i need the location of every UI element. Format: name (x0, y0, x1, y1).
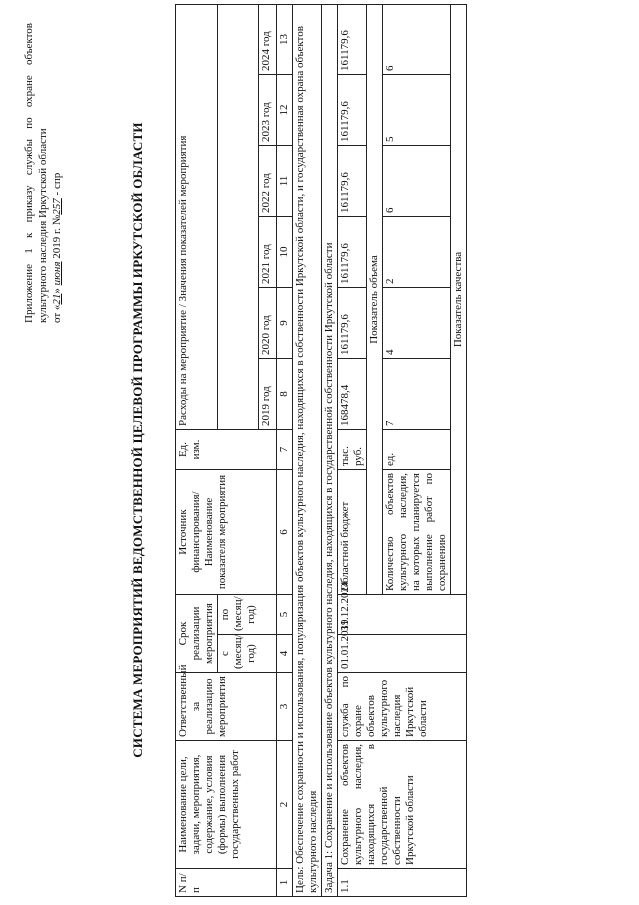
header-expenses: Расходы на мероприятие / Значения показателей мероприятия (176, 4, 218, 429)
header-num: N п/п (176, 869, 277, 897)
header-term-from: с (месяц/год) (218, 635, 277, 673)
volume-label: Показатель объема (367, 4, 383, 594)
year-2024: 2024 год (259, 4, 277, 74)
row-from: 01.01.2019 (338, 635, 467, 673)
volume-name: Количество объектов культурного наследия, на которых планируется выполнение работ по сохранению (383, 470, 451, 595)
task-text: Задача 1: Сохранение и использование объектов культурного наследия, находящихся в государственной собственности Иркутской области (322, 4, 338, 896)
year-2021: 2021 год (259, 217, 277, 288)
volume-value-2020: 4 (383, 288, 451, 359)
year-2023: 2023 год (259, 75, 277, 146)
volume-value-2022: 6 (383, 146, 451, 217)
quality-label: Показатель качества (451, 4, 467, 594)
finance-value-2019: 168478,4 (338, 359, 367, 430)
volume-value-2019: 7 (383, 359, 451, 430)
finance-row (338, 4, 367, 896)
header-row-1 (176, 4, 218, 896)
year-2022: 2022 год (259, 146, 277, 217)
volume-value-2023: 5 (383, 75, 451, 146)
header-resp: Ответственный за реализацию мероприятия (176, 673, 277, 741)
appendix-month: июня (51, 261, 63, 286)
year-2019: 2019 год (259, 359, 277, 430)
finance-value-2022: 161179,6 (338, 146, 367, 217)
header-term: Срок реализации мероприятия (176, 595, 218, 673)
goal-text: Цель: Обеспечение сохранности и использования, популяризация объектов культурного наследия, находящихся в собственности Иркутской области, и государственная охрана объектов культурного наследия (293, 4, 322, 896)
task-row (322, 4, 338, 896)
page-title: СИСТЕМА МЕРОПРИЯТИЙ ВЕДОМСТВЕННОЙ ЦЕЛЕВОЙ ПРОГРАММЫ ИРКУТСКОЙ ОБЛАСТИ (130, 122, 145, 758)
finance-value-2021: 161179,6 (338, 217, 367, 288)
row-resp: служба по охране объектов культурного наследия Иркутской области (338, 673, 467, 741)
appendix-day: 21 (51, 293, 63, 305)
volume-value-2024: 6 (383, 4, 451, 74)
row-name: Сохранение объектов культурного наследия, находящихся в государственной собственности Иркутской области (338, 741, 467, 869)
row-num: 1.1 (338, 869, 467, 897)
volume-unit: ед. (383, 430, 451, 470)
header-source: Источник финансирования/ Наименование показателя мероприятия (176, 470, 277, 595)
appendix-note: Приложение 1 к приказу службы по охране объектов культурного наследия Иркутской области от «21» июня 2019 г. №257 - спр (23, 23, 63, 323)
header-term-to: по (месяц/год) (218, 595, 277, 635)
volume-value-2021: 2 (383, 217, 451, 288)
finance-source: Областной бюджет (338, 470, 367, 595)
header-blank (218, 4, 259, 429)
appendix-number: 257 (51, 198, 63, 215)
header-name: Наименование цели, задачи, мероприятия, содержание, условия (формы) выполнения государственных работ (176, 741, 277, 869)
column-numbers-row: 1 2 3 4 5 6 7 8 9 10 11 12 13 (277, 4, 293, 896)
finance-unit: тыс. руб. (338, 430, 367, 470)
finance-value-2024: 161179,6 (338, 4, 367, 74)
header-unit: Ед. изм. (176, 430, 277, 470)
finance-value-2020: 161179,6 (338, 288, 367, 359)
measures-table (175, 4, 467, 897)
row-to: 31.12.2024 (338, 595, 467, 635)
finance-value-2023: 161179,6 (338, 75, 367, 146)
year-2020: 2020 год (259, 288, 277, 359)
goal-row (293, 4, 322, 896)
appendix-text: Приложение 1 к приказу службы по охране объектов культурного наследия Иркутской области (23, 23, 49, 323)
